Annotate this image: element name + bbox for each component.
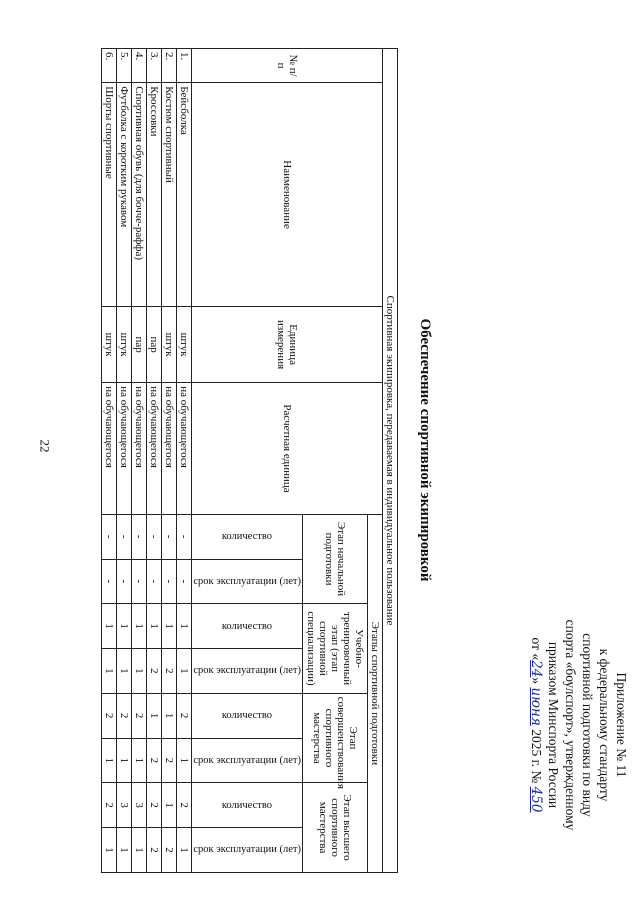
item-calc-unit: на обучающегося — [177, 383, 192, 515]
qty-cell: - — [147, 514, 162, 559]
order-day: 24 — [528, 660, 544, 678]
qty-cell: 1 — [147, 604, 162, 649]
col-header-num: № п/п — [192, 49, 383, 83]
qty-cell: 1 — [177, 604, 192, 649]
term-header-cell — [192, 827, 303, 872]
term-cell: 1 — [102, 738, 117, 783]
item-name: Шорты спортивные — [102, 83, 117, 307]
appendix-line: к федеральному стандарту — [597, 648, 612, 802]
table-row — [117, 49, 132, 873]
col-header-calc-unit: Расчетная единица — [192, 383, 383, 515]
item-calc-unit: на обучающегося — [117, 383, 132, 515]
qty-cell: 1 — [162, 693, 177, 738]
equipment-table — [101, 48, 398, 873]
qty-cell: - — [177, 514, 192, 559]
term-cell: - — [177, 559, 192, 604]
term-header-cell — [192, 559, 303, 604]
table-row — [177, 49, 192, 873]
term-cell: 1 — [132, 649, 147, 694]
term-cell: 1 — [177, 827, 192, 872]
item-unit: штук — [117, 306, 132, 382]
qty-cell: 3 — [117, 783, 132, 828]
stage-header: Этап начальной подготовки — [303, 514, 368, 603]
appendix-line: приказом Минспорта России — [546, 641, 561, 809]
page-number: 22 — [37, 439, 53, 453]
col-header-stages: Этапы спортивной подготовки — [368, 514, 383, 872]
table-caption: Спортивная экипировка, передаваемая в индивидуальное пользование — [383, 49, 398, 873]
term-cell: 2 — [147, 738, 162, 783]
col-header-unit: Единица измерения — [192, 306, 383, 382]
qty-cell: 1 — [117, 604, 132, 649]
item-name: Костюм спортивный — [162, 83, 177, 307]
row-num: 6. — [102, 49, 117, 83]
qty-cell: 1 — [132, 604, 147, 649]
term-cell: 2 — [162, 649, 177, 694]
item-unit: штук — [177, 306, 192, 382]
qty-header-cell — [192, 783, 303, 828]
qty-cell: 2 — [102, 693, 117, 738]
stage-header: Этап совершенствования спортивного мастерства — [303, 693, 368, 782]
qty-cell: 2 — [117, 693, 132, 738]
qty-header-cell — [192, 693, 303, 738]
table-row — [162, 49, 177, 873]
row-num: 1. — [177, 49, 192, 83]
qty-cell: 2 — [177, 693, 192, 738]
order-number: 450 — [528, 786, 544, 813]
term-cell: - — [132, 559, 147, 604]
qty-cell: - — [162, 514, 177, 559]
item-name: Бейсболка — [177, 83, 192, 307]
term-cell: 2 — [162, 827, 177, 872]
date-mid: 2025 г. № — [529, 725, 544, 787]
qty-cell: 1 — [147, 693, 162, 738]
qty-cell: 2 — [132, 693, 147, 738]
item-unit: штук — [102, 306, 117, 382]
stage-header: Этап высшего спортивного мастерства — [303, 783, 368, 873]
qty-cell: 1 — [102, 604, 117, 649]
item-unit: пар — [147, 306, 162, 382]
row-num: 4. — [132, 49, 147, 83]
row-num: 2. — [162, 49, 177, 83]
item-calc-unit: на обучающегося — [132, 383, 147, 515]
appendix-line: спорта «боулспорт», утвержденному — [563, 619, 578, 831]
term-cell: 1 — [177, 738, 192, 783]
qty-cell: 2 — [147, 783, 162, 828]
qty-header-cell — [192, 514, 303, 559]
term-cell: 2 — [147, 649, 162, 694]
row-num: 3. — [147, 49, 162, 83]
qty-cell: - — [102, 514, 117, 559]
term-header: срок эксплуатации (лет) — [193, 575, 301, 587]
qty-header-cell — [192, 604, 303, 649]
date-prefix: от « — [529, 637, 544, 661]
term-cell: 1 — [117, 827, 132, 872]
term-cell: 2 — [162, 738, 177, 783]
qty-cell: 2 — [102, 783, 117, 828]
qty-cell: 3 — [132, 783, 147, 828]
term-cell: 1 — [102, 649, 117, 694]
item-unit: пар — [132, 306, 147, 382]
table-row — [132, 49, 147, 873]
term-cell: 1 — [117, 649, 132, 694]
qty-header: количество — [222, 531, 273, 543]
qty-cell: 2 — [177, 783, 192, 828]
qty-cell: - — [132, 514, 147, 559]
term-cell: 1 — [102, 827, 117, 872]
date-mid: » — [529, 677, 544, 688]
qty-header: количество — [222, 710, 273, 722]
term-cell: - — [102, 559, 117, 604]
term-header-cell — [192, 649, 303, 694]
row-num: 5. — [117, 49, 132, 83]
term-cell: 2 — [147, 827, 162, 872]
term-cell: - — [117, 559, 132, 604]
appendix-line: спортивной подготовки по виду — [580, 633, 595, 817]
term-header: срок эксплуатации (лет) — [193, 754, 301, 766]
qty-cell: 1 — [162, 783, 177, 828]
term-header-cell — [192, 738, 303, 783]
order-date-line — [527, 560, 545, 890]
page-title: Обеспечение спортивной экипировкой — [417, 318, 433, 582]
col-header-name: Наименование — [192, 83, 383, 307]
item-name: Кроссовки — [147, 83, 162, 307]
appendix-block — [527, 560, 630, 890]
qty-cell: - — [117, 514, 132, 559]
term-header: срок эксплуатации (лет) — [193, 665, 301, 677]
qty-cell: 1 — [162, 604, 177, 649]
order-month: июня — [528, 687, 544, 726]
term-header: срок эксплуатации (лет) — [193, 844, 301, 856]
term-cell: - — [147, 559, 162, 604]
qty-header: количество — [222, 620, 273, 632]
item-unit: штук — [162, 306, 177, 382]
table-row — [147, 49, 162, 873]
term-cell: - — [162, 559, 177, 604]
term-cell: 1 — [132, 738, 147, 783]
qty-header: количество — [222, 799, 273, 811]
term-cell: 1 — [117, 738, 132, 783]
term-cell: 1 — [132, 827, 147, 872]
item-calc-unit: на обучающегося — [102, 383, 117, 515]
item-calc-unit: на обучающегося — [162, 383, 177, 515]
item-name: Спортивная обувь (для бочче-раффа) — [132, 83, 147, 307]
item-name: Футболка с коротким рукавом — [117, 83, 132, 307]
appendix-line: Приложение № 11 — [614, 672, 629, 778]
item-calc-unit: на обучающегося — [147, 383, 162, 515]
term-cell: 1 — [177, 649, 192, 694]
table-row — [102, 49, 117, 873]
stage-header: Учебно-тренировочный этап (этап спортивной специализации) — [303, 604, 368, 693]
